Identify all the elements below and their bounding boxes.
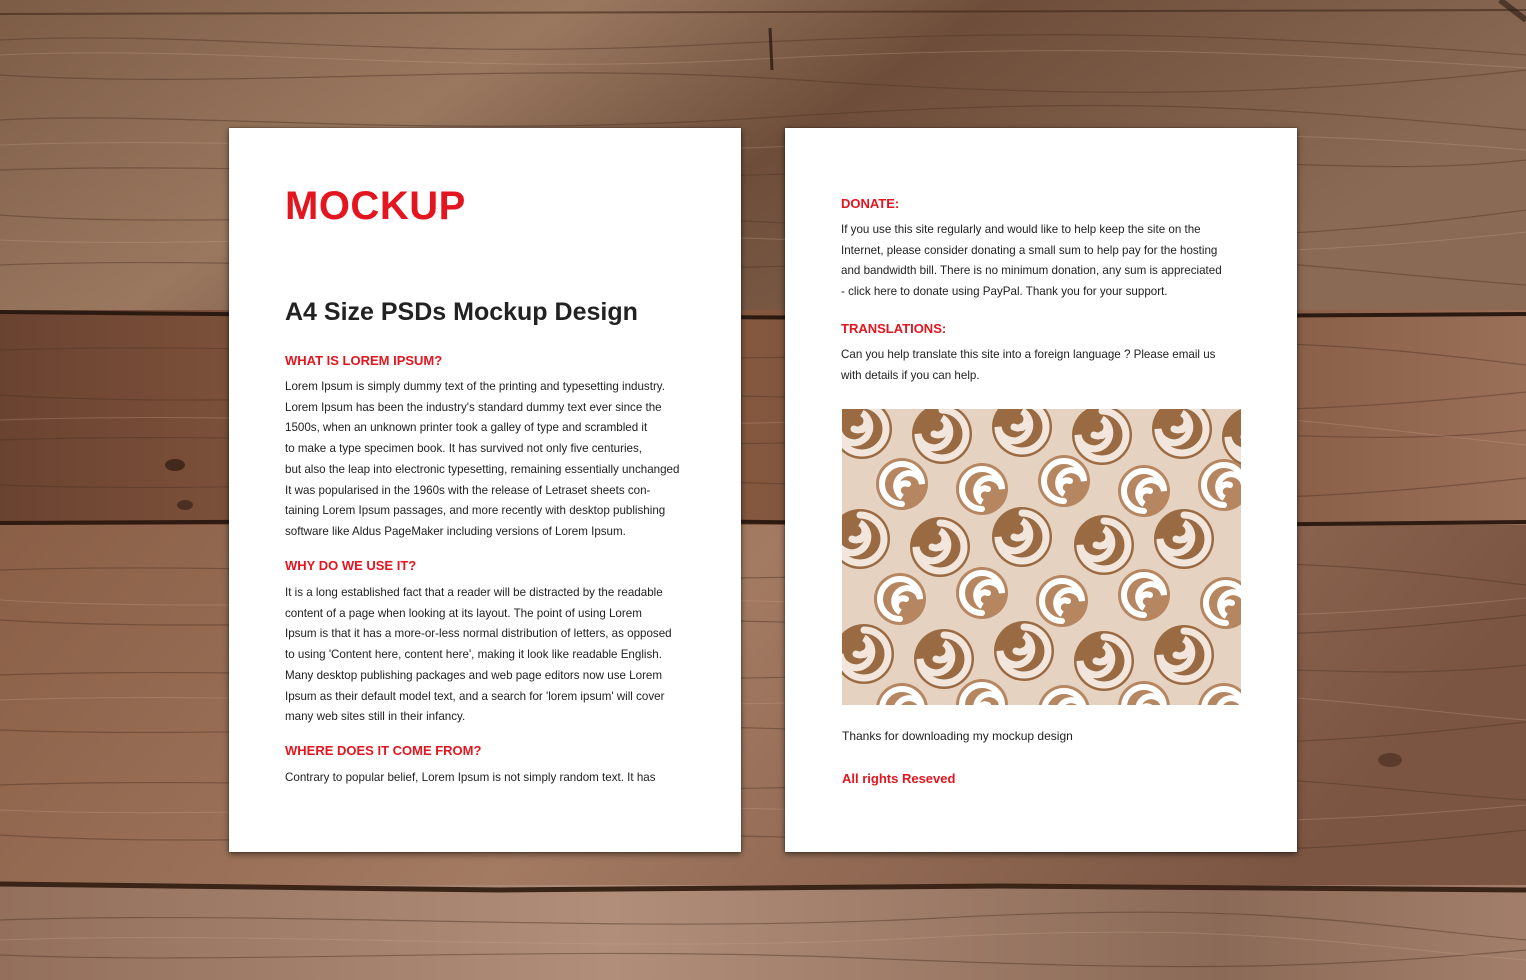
text-line: Internet, please consider donating a small sum to help pay for the hosting bbox=[841, 243, 1218, 257]
all-rights-notice: All rights Reseved bbox=[842, 771, 956, 786]
section-body-why-do-we-use-it bbox=[285, 583, 685, 728]
text-line: with details if you can help. bbox=[841, 368, 980, 382]
text-line: many web sites still in their infancy. bbox=[285, 710, 466, 724]
text-line: Many desktop publishing packages and web page editors now use Lorem bbox=[285, 668, 663, 682]
section-heading-why-do-we-use-it: WHY DO WE USE IT? bbox=[285, 558, 417, 573]
text-line: content of a page when looking at its layout. The point of using Lorem bbox=[285, 606, 642, 620]
swirl-pattern-graphic bbox=[842, 409, 1241, 705]
text-line: Lorem Ipsum is simply dummy text of the printing and typesetting industry. bbox=[285, 380, 665, 393]
section-body-translations bbox=[841, 345, 1242, 386]
left-page bbox=[229, 128, 741, 852]
section-body-donate bbox=[841, 220, 1242, 303]
document-title: MOCKUP bbox=[285, 184, 466, 228]
text-line: taining Lorem Ipsum passages, and more recently with desktop publishing bbox=[285, 504, 666, 518]
section-heading-what-is-lorem-ipsum: WHAT IS LOREM IPSUM? bbox=[285, 353, 443, 368]
document-subtitle: A4 Size PSDs Mockup Design bbox=[285, 298, 638, 326]
text-line: and bandwidth bill. There is no minimum donation, any sum is appreciated bbox=[841, 264, 1222, 278]
text-line: software like Aldus PageMaker including versions of Lorem Ipsum. bbox=[285, 524, 626, 538]
section-body-where-does-it-come-from bbox=[285, 768, 685, 789]
text-line: It was popularised in the 1960s with the release of Letraset sheets con- bbox=[285, 483, 651, 497]
section-heading-donate: DONATE: bbox=[841, 196, 900, 211]
swirl-pattern-image bbox=[842, 409, 1241, 705]
text-line: 1500s, when an unknown printer took a galley of type and scrambled it bbox=[285, 421, 648, 435]
section-heading-where-does-it-come-from: WHERE DOES IT COME FROM? bbox=[285, 743, 482, 758]
right-page bbox=[785, 128, 1297, 852]
section-heading-translations: TRANSLATIONS: bbox=[841, 321, 947, 336]
text-line: - click here to donate using PayPal. Thank you for your support. bbox=[841, 285, 1168, 299]
text-line: to using 'Content here, content here', making it look like readable English. bbox=[285, 648, 662, 662]
text-line: Can you help translate this site into a foreign language ? Please email us bbox=[841, 348, 1216, 361]
text-line: but also the leap into electronic typesetting, remaining essentially unchanged bbox=[285, 462, 680, 476]
text-line: Lorem Ipsum has been the industry's standard dummy text ever since the bbox=[285, 400, 662, 414]
thanks-note: Thanks for downloading my mockup design bbox=[842, 729, 1073, 743]
text-line: to make a type specimen book. It has survived not only five centuries, bbox=[285, 442, 643, 456]
text-line: If you use this site regularly and would like to help keep the site on the bbox=[841, 223, 1201, 236]
text-line: Ipsum is that it has a more-or-less normal distribution of letters, as opposed bbox=[285, 627, 672, 641]
text-line: Contrary to popular belief, Lorem Ipsum is not simply random text. It has bbox=[285, 771, 656, 784]
text-line: Ipsum as their default model text, and a search for 'lorem ipsum' will cover bbox=[285, 689, 665, 703]
section-body-what-is-lorem-ipsum bbox=[285, 377, 685, 543]
text-line: It is a long established fact that a reader will be distracted by the readable bbox=[285, 586, 663, 599]
